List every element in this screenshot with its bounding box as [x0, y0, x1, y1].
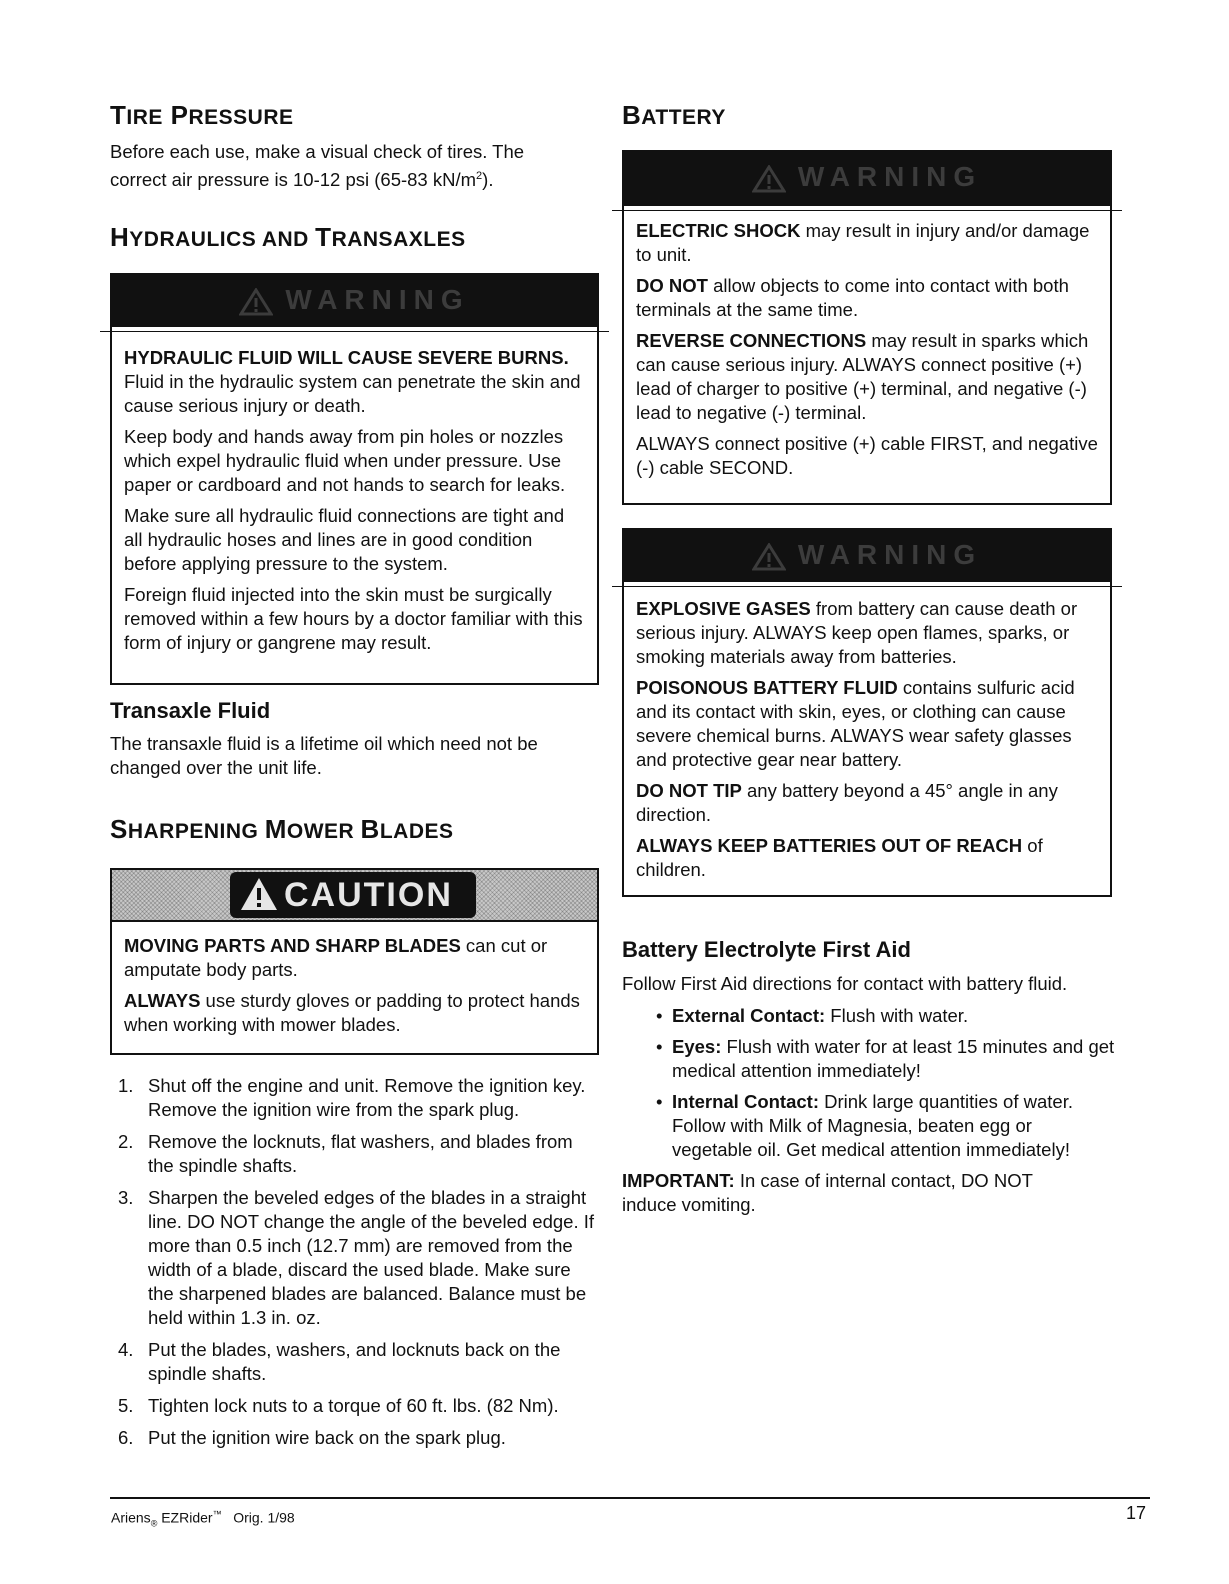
battery-warning-box-1: [622, 150, 1112, 505]
battery-warning2-p4: ALWAYS KEEP BATTERIES OUT OF REACH of children.: [636, 835, 1043, 880]
list-item: • Internal Contact: Drink large quantities of water. Follow with Milk of Magnesia, beaten egg or vegetable oil. Get medical attention immediately!: [656, 1091, 1073, 1160]
page-number: 17: [1126, 1503, 1147, 1523]
first-aid-list: [654, 1004, 1116, 1169]
list-item: 3. Sharpen the beveled edges of the blades in a straight line. DO NOT change the angle of the beveled edge. If more than 0.5 inch (12.7 mm) are removed from the width of a blade, discard the used blade. Make sure the sharpened blades are balanced. Balance must be held within 1.3 in. oz.: [118, 1187, 595, 1328]
list-item: • Eyes: Flush with water for at least 15 minutes and get medical attention immediately!: [656, 1036, 1115, 1081]
battery-warning2-p3: DO NOT TIP any battery beyond a 45° angle in any direction.: [636, 780, 1058, 825]
first-aid-intro: Follow First Aid directions for contact with battery fluid.: [622, 973, 1068, 994]
warning-banner-text: WARNING: [797, 161, 983, 192]
transaxle-fluid-text: The transaxle fluid is a lifetime oil which need not be changed over the unit life.: [110, 733, 538, 778]
tire-pressure-text: Before each use, make a visual check of tires. The correct air pressure is 10-12 psi (65-83 $kN/m^2$).: [110, 141, 525, 191]
list-item: 6. Put the ignition wire back on the spark plug.: [118, 1427, 506, 1448]
warning-triangle-icon: [239, 288, 273, 316]
caution-p2: ALWAYS use sturdy gloves or padding to protect hands when working with mower blades.: [124, 990, 580, 1035]
hydraulic-warning-p3: Make sure all hydraulic fluid connections are tight and all hydraulic hoses and lines are in good condition before applying pressure to the system.: [124, 505, 565, 574]
tire-pressure-heading: TIRE PRESSURE: [110, 100, 294, 130]
hydraulic-warning-p2: Keep body and hands away from pin holes or nozzles which expel hydraulic fluid when under pressure. Use paper or cardboard and not hands to search for leaks.: [124, 426, 566, 495]
battery-warning1-p2: DO NOT allow objects to come into contact with both terminals at the same time.: [636, 275, 1069, 320]
first-aid-important: IMPORTANT: In case of internal contact, DO NOT induce vomiting.: [622, 1170, 1033, 1215]
warning-triangle-icon: [752, 165, 786, 193]
hydraulic-warning-p4: Foreign fluid injected into the skin must be surgically removed within a few hours by a doctor familiar with this form of injury or gangrene may result.: [124, 584, 583, 653]
battery-warning-box-2: [622, 528, 1112, 897]
list-item: 1. Shut off the engine and unit. Remove the ignition key. Remove the ignition wire from the spark plug.: [118, 1075, 586, 1120]
footer-divider: [110, 1497, 1150, 1499]
hydraulics-heading: HYDRAULICS AND TRANSAXLES: [110, 222, 466, 252]
warning-banner: [112, 275, 597, 327]
first-aid-heading: Battery Electrolyte First Aid: [622, 937, 911, 962]
list-item: 2. Remove the locknuts, flat washers, and blades from the spindle shafts.: [118, 1131, 573, 1176]
caution-banner-text: CAUTION: [284, 876, 453, 914]
caution-banner: [112, 870, 597, 922]
battery-warning2-p2: POISONOUS BATTERY FLUID contains sulfuric acid and its contact with skin, eyes, or clothing can cause severe chemical burns. ALWAYS wear safety glasses and protective gear near battery.: [636, 677, 1075, 770]
battery-warning1-p3: REVERSE CONNECTIONS may result in sparks which can cause serious injury. ALWAYS connect positive (+) lead of charger to positive (+) terminal, and negative (-) lead to negative (-) terminal.: [636, 330, 1089, 423]
caution-triangle-icon: [240, 877, 278, 911]
battery-warning2-p1: EXPLOSIVE GASES from battery can cause death or serious injury. ALWAYS keep open flames, sparks, or smoking materials away from batteries.: [636, 598, 1078, 667]
sharpening-steps-list: [110, 1074, 600, 1458]
footer-brand: Ariens$_®$ EZRider™ Orig. 1/98: [111, 1509, 295, 1529]
hydraulic-warning-p1: HYDRAULIC FLUID WILL CAUSE SEVERE BURNS. Fluid in the hydraulic system can penetrate the skin and cause serious injury or death.: [124, 347, 581, 416]
list-item: • External Contact: Flush with water.: [656, 1005, 969, 1026]
footer-orig: Orig. 1/98: [233, 1509, 295, 1526]
battery-warning1-p1: ELECTRIC SHOCK may result in injury and/or damage to unit.: [636, 220, 1090, 265]
caution-box: [110, 868, 599, 1055]
battery-heading: BATTERY: [622, 100, 726, 130]
list-item: 5. Tighten lock nuts to a torque of 60 ft. lbs. (82 Nm).: [118, 1395, 559, 1416]
sharpening-heading: SHARPENING MOWER BLADES: [110, 814, 454, 844]
warning-triangle-icon: [752, 543, 786, 571]
list-item: 4. Put the blades, washers, and locknuts back on the spindle shafts.: [118, 1339, 561, 1384]
caution-p1: MOVING PARTS AND SHARP BLADES can cut or amputate body parts.: [124, 935, 548, 980]
warning-banner: [624, 152, 1110, 206]
battery-warning1-p4: ALWAYS connect positive (+) cable FIRST, and negative (-) cable SECOND.: [636, 433, 1098, 478]
hydraulic-warning-box: [110, 273, 599, 685]
warning-banner-text: WARNING: [797, 539, 983, 570]
transaxle-fluid-heading: Transaxle Fluid: [110, 698, 271, 723]
warning-banner: [624, 530, 1110, 582]
warning-banner-text: WARNING: [285, 284, 470, 315]
